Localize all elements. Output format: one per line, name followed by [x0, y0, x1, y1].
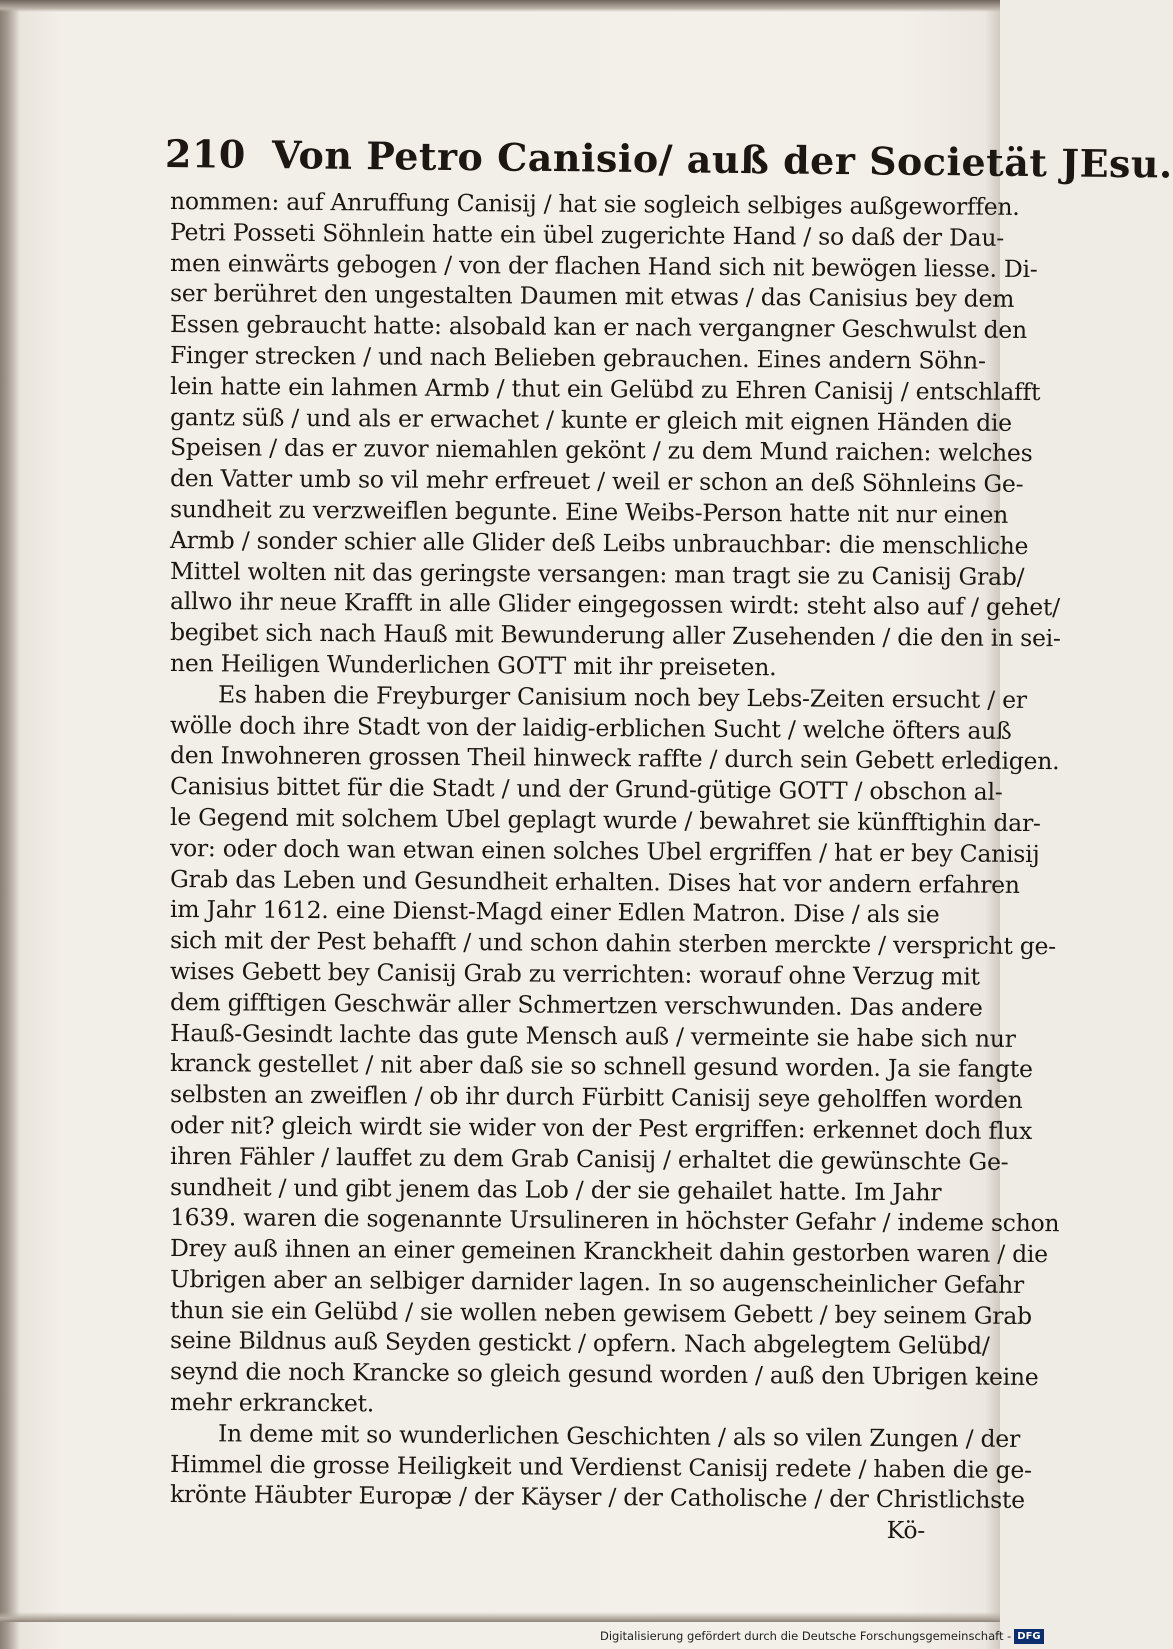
text-line: oder nit? gleich wirdt sie wider von der Pest ergriffen: erkennet doch flux	[169, 1110, 1033, 1145]
text-line: Canisius bittet für die Stadt / und der Grund-gütige GOTT / obschon al-	[169, 772, 1003, 806]
text-line: mehr erkrancket.	[169, 1388, 375, 1418]
credit-text: Digitalisierung gefördert durch die Deutsche Forschungsgemeinschaft -	[600, 1629, 1012, 1643]
catchword: Kö-	[886, 1516, 926, 1545]
text-line: Essen gebraucht hatte: alsobald kan er nach vergangner Geschwulst den	[169, 310, 1027, 345]
paragraph	[169, 186, 1061, 682]
text-line: kranck gestellet / nit aber daß sie so schnell gesund worden. Ja sie fangte	[169, 1049, 1033, 1084]
text-line: Petri Posseti Söhnlein hatte ein übel zugerichte Hand / so daß der Dau-	[169, 217, 1005, 252]
text-line: Finger strecken / und nach Belieben gebrauchen. Eines andern Söhn-	[169, 340, 986, 375]
paragraph	[169, 679, 1060, 1418]
text-line: sundheit zu verzweiflen begunte. Eine Weibs-Person hatte nit nur einen	[169, 494, 1009, 529]
text-line: Grab das Leben und Gesundheit erhalten. Dises hat vor andern erfahren	[169, 864, 1020, 899]
text-line: Drey auß ihnen an einer gemeinen Kranckheit dahin gestorben waren / die	[169, 1234, 1049, 1269]
text-line: ihren Fähler / lauffet zu dem Grab Canisij / erhaltet die gewünschte Ge-	[169, 1141, 1009, 1176]
text-line: ser berühret den ungestalten Daumen mit etwas / das Canisius bey dem	[169, 279, 1015, 314]
text-line: krönte Häubter Europæ / der Käyser / der Catholische / der Christlichste	[169, 1480, 1025, 1515]
text-line: In deme mit so wunderlichen Geschichten / als so vilen Zungen / der	[217, 1419, 1021, 1453]
text-line: nommen: auf Anruffung Canisij / hat sie sogleich selbiges außgeworffen.	[169, 187, 1020, 221]
text-line: Es haben die Freyburger Canisium noch bey Lebs-Zeiten ersucht / er	[217, 680, 1027, 714]
running-title: Von Petro Canisio/ auß der Societät JEsu.	[271, 132, 1173, 187]
text-line: allwo ihr neue Krafft in alle Glider eingegossen wirdt: steht also auf / gehet/	[169, 587, 1060, 622]
digitization-credit	[600, 1626, 1041, 1646]
text-line: Hauß-Gesindt lachte das gute Mensch auß / vermeinte sie habe sich nur	[169, 1018, 1016, 1053]
text-line: wölle doch ihre Stadt von der laidig-erblichen Sucht / welche öfters auß	[169, 710, 1012, 745]
text-line: Ubrigen aber an selbiger darnider lagen. In so augenscheinlicher Gefahr	[169, 1264, 1025, 1299]
text-line: den Vatter umb so vil mehr erfreuet / weil er schon an deß Söhnleins Ge-	[169, 464, 1024, 499]
text-line: im Jahr 1612. eine Dienst-Magd einer Edlen Matron. Dise / als sie	[169, 895, 940, 929]
text-line: 1639. waren die sogenannte Ursulineren in höchster Gefahr / indeme schon	[169, 1203, 1060, 1238]
text-line: nen Heiligen Wunderlichen GOTT mit ihr preiseten.	[169, 648, 777, 682]
paragraph	[169, 1418, 1032, 1515]
text-block	[164, 130, 1173, 1545]
text-line: seine Bildnus auß Seyden gestickt / opfern. Nach abgelegtem Gelübd/	[169, 1326, 990, 1361]
text-line: Armb / sonder schier alle Glider deß Leibs unbrauchbar: die menschliche	[169, 525, 1029, 560]
text-line: seynd die noch Krancke so gleich gesund worden / auß den Ubrigen keine	[169, 1357, 1039, 1392]
text-line: begibet sich nach Hauß mit Bewunderung aller Zusehenden / die den in sei-	[169, 618, 1061, 653]
text-line: men einwärts gebogen / von der flachen Hand sich nit bewögen liesse. Di-	[169, 248, 1038, 283]
dfg-logo: DFG	[1014, 1629, 1043, 1644]
text-line: thun sie ein Gelübd / sie wollen neben gewisem Gebett / bey seinem Grab	[169, 1295, 1032, 1330]
text-line: Himmel die grosse Heiligkeit und Verdienst Canisij redete / haben die ge-	[169, 1449, 1032, 1484]
text-line: gantz süß / und als er erwachet / kunte er gleich mit eignen Händen die	[169, 402, 1012, 437]
body-text	[169, 186, 1061, 1545]
text-line: sich mit der Pest behafft / und schon dahin sterben merckte / verspricht ge-	[169, 926, 1057, 961]
text-line: Mittel wolten nit das geringste versangen: man tragt sie zu Canisij Grab/	[169, 556, 1025, 591]
text-line: dem gifftigen Geschwär aller Schmertzen verschwunden. Das andere	[169, 987, 983, 1022]
text-line: wises Gebett bey Canisij Grab zu verrichten: worauf ohne Verzug mit	[169, 956, 980, 991]
text-line: lein hatte ein lahmen Armb / thut ein Gelübd zu Ehren Canisij / entschlafft	[169, 371, 1041, 406]
text-line: Speisen / das er zuvor niemahlen gekönt / zu dem Mund raichen: welches	[169, 433, 1033, 468]
text-line: vor: oder doch wan etwan einen solches Ubel ergriffen / hat er bey Canisij	[169, 833, 1040, 868]
running-head	[164, 128, 1173, 188]
page-number: 210	[164, 130, 247, 177]
text-line: sundheit / und gibt jenem das Lob / der sie gehailet hatte. Im Jahr	[169, 1172, 942, 1206]
text-line: den Inwohneren grossen Theil hinweck raffte / durch sein Gebett erledigen.	[169, 741, 1060, 776]
text-line: le Gegend mit solchem Ubel geplagt wurde / bewahret sie künfftighin dar-	[169, 802, 1041, 838]
text-line: selbsten an zweiflen / ob ihr durch Fürbitt Canisij seye geholffen worden	[169, 1080, 1023, 1115]
